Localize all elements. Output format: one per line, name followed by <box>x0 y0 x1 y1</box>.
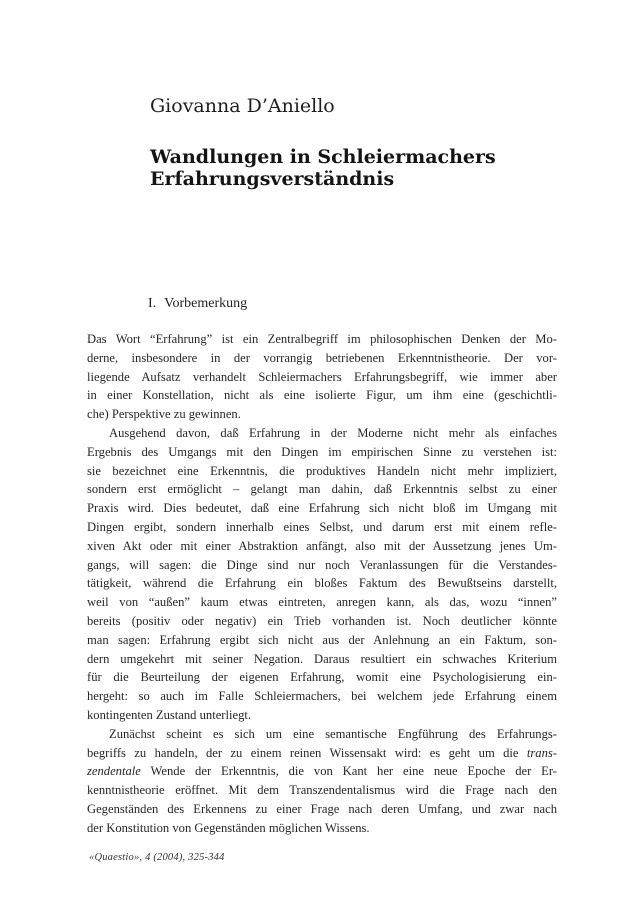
title-line-2: Erfahrungsverständnis <box>150 168 395 190</box>
article-title <box>150 146 496 190</box>
text-line <box>87 800 557 819</box>
text-line <box>87 386 557 405</box>
text-run: hergeht: so auch im Falle Schleiermachers, bei welchem jede Erfahrung einem <box>87 689 557 704</box>
text-run: kontingenten Zustand unterliegt. <box>87 707 252 722</box>
text-line <box>87 518 557 537</box>
text-line <box>87 480 557 499</box>
text-run: Wende der Erkenntnis, die von Kant her eine neue Epoche der Er- <box>140 764 557 779</box>
text-line <box>87 574 557 593</box>
emphasized-text: trans- <box>526 745 557 760</box>
text-line <box>87 725 557 744</box>
journal-citation: «Quaestio», 4 (2004), 325-344 <box>89 852 225 863</box>
text-line <box>87 650 557 669</box>
text-run: tätigkeit, während die Erfahrung ein bloßes Faktum des Bewußtseins darstellt, <box>87 576 557 591</box>
text-run: che) Perspektive zu gewinnen. <box>87 407 241 422</box>
paragraph <box>87 330 557 424</box>
text-line <box>87 499 557 518</box>
text-line <box>87 443 557 462</box>
text-run: sondern erst ermöglicht – gelangt man dahin, daß Erkenntnis selbst zu einer <box>87 482 557 497</box>
text-line <box>87 706 557 725</box>
author-name: Giovanna D’Aniello <box>150 95 335 117</box>
text-run: bereits (positiv oder negativ) ein Trieb vorhanden ist. Noch deutlicher könnte <box>87 613 557 628</box>
text-run: Ergebnis des Umgangs mit den Dingen im empirischen Sinne zu verstehen ist: <box>87 444 557 459</box>
text-line <box>87 668 557 687</box>
text-line <box>87 781 557 800</box>
text-line <box>87 762 557 781</box>
title-line-1: Wandlungen in Schleiermachers <box>150 146 496 168</box>
paragraph <box>87 424 557 725</box>
text-line <box>87 462 557 481</box>
text-run: man sagen: Erfahrung ergibt sich nicht aus der Anlehnung an ein Faktum, son- <box>87 632 557 647</box>
text-run: begriffs zu handeln, der zu einem reinen Wissensakt wird: es geht um die <box>87 745 527 760</box>
text-run: gangs, will sagen: die Dinge sind nur noch Veranlassungen für die Verstandes- <box>87 557 557 572</box>
text-run: liegende Aufsatz verhandelt Schleiermachers Erfahrungsbegriff, wie immer aber <box>87 369 557 384</box>
text-line <box>87 687 557 706</box>
text-line <box>87 330 557 349</box>
text-line <box>87 424 557 443</box>
text-run: in einer Konstellation, nicht als eine isolierte Figur, um ihm eine (geschichtli- <box>87 388 557 403</box>
text-run: dern umgekehrt mit seiner Negation. Daraus resultiert ein schwaches Kriterium <box>87 651 557 666</box>
text-line <box>87 368 557 387</box>
text-line <box>87 744 557 763</box>
text-run: der Konstitution von Gegenständen möglichen Wissens. <box>87 820 370 835</box>
text-run: Zunächst scheint es sich um eine semantische Engführung des Erfahrungs- <box>109 726 557 741</box>
text-line <box>87 593 557 612</box>
text-line <box>87 556 557 575</box>
text-run: sie bezeichnet eine Erkenntnis, die produktives Handeln nicht mehr impliziert, <box>87 463 557 478</box>
text-line <box>87 612 557 631</box>
text-run: Praxis wird. Dies bedeutet, daß eine Erfahrung sich nicht bloß im Umgang mit <box>87 501 557 516</box>
text-line <box>87 819 557 838</box>
text-run: Ausgehend davon, daß Erfahrung in der Moderne nicht mehr als einfaches <box>109 425 557 440</box>
paragraph <box>87 725 557 838</box>
text-run: weil von “außen” kaum etwas eintreten, anregen kann, als das, wozu “innen” <box>87 595 557 610</box>
text-run: xiven Akt oder mit einer Abstraktion anfängt, also mit der Aussetzung jenes Um- <box>87 538 557 553</box>
article-body <box>87 330 557 838</box>
text-run: derne, insbesondere in der vorrangig betriebenen Erkenntnistheorie. Der vor- <box>87 350 557 365</box>
text-run: Dingen ergibt, sondern innerhalb eines Selbst, und darum erst mit einem refle- <box>87 519 557 534</box>
section-heading <box>148 296 247 312</box>
text-run: kenntnistheorie eröffnet. Mit dem Transzendentalismus wird die Frage nach den <box>87 783 557 798</box>
text-run: Gegenständen des Erkennens zu einer Frage nach deren Umfang, und zwar nach <box>87 801 557 816</box>
text-line <box>87 537 557 556</box>
emphasized-text: zendentale <box>87 764 141 779</box>
section-number: I. <box>148 296 157 311</box>
text-line <box>87 405 557 424</box>
text-line <box>87 349 557 368</box>
text-line <box>87 631 557 650</box>
section-title: Vorbemerkung <box>164 296 248 311</box>
text-run: für die Beurteilung der eigenen Erfahrung, womit eine Psychologisierung ein- <box>87 670 557 685</box>
text-run: Das Wort “Erfahrung” ist ein Zentralbegriff im philosophischen Denken der Mo- <box>87 332 557 346</box>
